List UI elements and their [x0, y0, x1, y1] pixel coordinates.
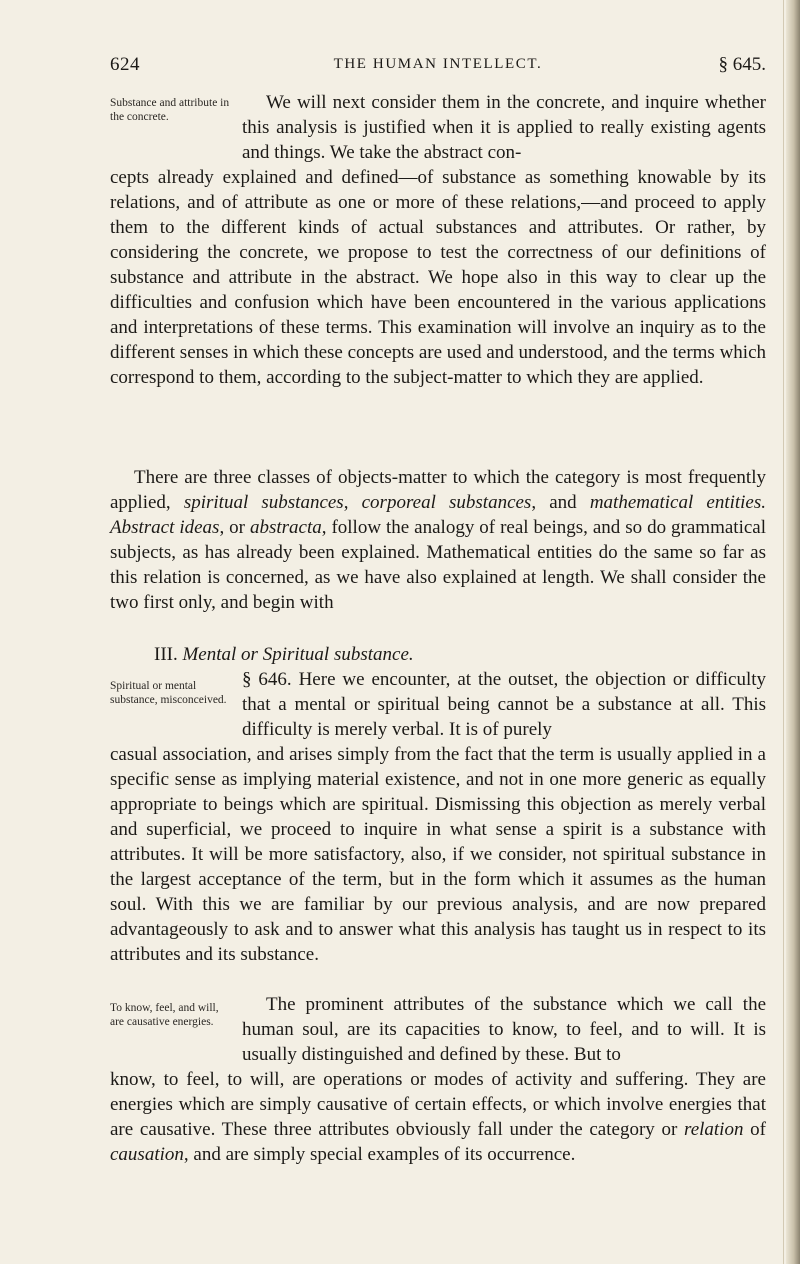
paragraph-text: The prominent attributes of the substance which we call the human soul, are its capacities to know, to feel, and to will. It is usually distinguished and defined by these. But to	[242, 994, 766, 1065]
sidenote-energies: To know, feel, and will, are causative energies.	[110, 1002, 219, 1028]
paragraph-text: casual association, and arises simply from the fact that the term is usually applied in a specific sense as implying material existence, and not in one more generic as equally appropriate to beings which are spiritual. Dismissing this objection as merely verbal and superficial, we proceed to inquire in what sense a spirit is a substance with attributes. It will be more satisfactory, also, if we consider, not spiritual substance in the largest acceptance of the term, but in the form which it assumes as the human soul. With this we are familiar by our previous analysis, and are now prepared advantageously to ask and to answer what this analysis has taught us in respect to its attributes and its substance.	[110, 744, 766, 965]
paragraph-text: There are three classes of objects-matter to which the category is most frequently applied, spiritual substances, corporeal substances, and mathematical entities. Abstract ideas, or abstracta, follow the analogy of real beings, and so do grammatical subjects, as has already been explained. Mathematical entities do the same so far as this relation is concerned, as we have also explained at length. We shall consider the two first only, and begin with	[110, 467, 767, 613]
paragraph-3-opening	[242, 667, 766, 742]
sidenote-substance-concrete: Substance and attribute in the concrete.	[110, 97, 230, 123]
section-reference: § 645.	[718, 54, 766, 75]
paragraph-4-opening	[242, 992, 766, 1067]
section-heading-title: Mental or Spiritual substance.	[182, 644, 414, 665]
page-number: 624	[110, 54, 140, 75]
page-edge-shadow	[786, 0, 800, 1264]
paragraph-3-body	[110, 742, 766, 967]
section-heading-number: III.	[154, 644, 178, 665]
page-header	[110, 54, 766, 78]
paragraph-text: We will next consider them in the concrete, and inquire whether this analysis is justified when it is applied to really existing agents and things. We take the abstract con-	[242, 92, 766, 163]
paragraph-1-opening	[242, 90, 766, 165]
paragraph-text: § 646. Here we encounter, at the outset, the objection or difficulty that a mental or spiritual being cannot be a substance at all. This difficulty is merely verbal. It is of purely	[242, 669, 766, 740]
paragraph-text: cepts already explained and defined—of substance as something knowable by its relations, and of attribute as one or more of these relations,—and proceed to apply them to the different kinds of actual substances and attributes. Or rather, by considering the concrete, we propose to test the correctness of our definitions of substance and attribute in the abstract. We hope also in this way to clear up the difficulties and confusion which have been encountered in the various applications and interpretations of these terms. This examination will involve an inquiry as to the different senses in which these concepts are used and understood, and the terms which correspond to them, according to the subject-matter to which they are applied.	[110, 167, 767, 388]
sidenote-spiritual-substance: Spiritual or mental substance, misconceived.	[110, 680, 227, 706]
running-head: THE HUMAN INTELLECT.	[333, 56, 543, 72]
paragraph-1-body	[110, 165, 766, 390]
section-heading	[110, 642, 766, 667]
page-edge-line	[783, 0, 784, 1264]
paragraph-4-body	[110, 1067, 766, 1167]
paragraph-text: know, to feel, to will, are operations or modes of activity and suffering. They are energies which are simply causative of certain effects, or which involve energies that are causative. These three attributes obviously fall under the category or relation of causation, and are simply special examples of its occurrence.	[110, 1069, 766, 1165]
paragraph-2	[110, 465, 766, 615]
